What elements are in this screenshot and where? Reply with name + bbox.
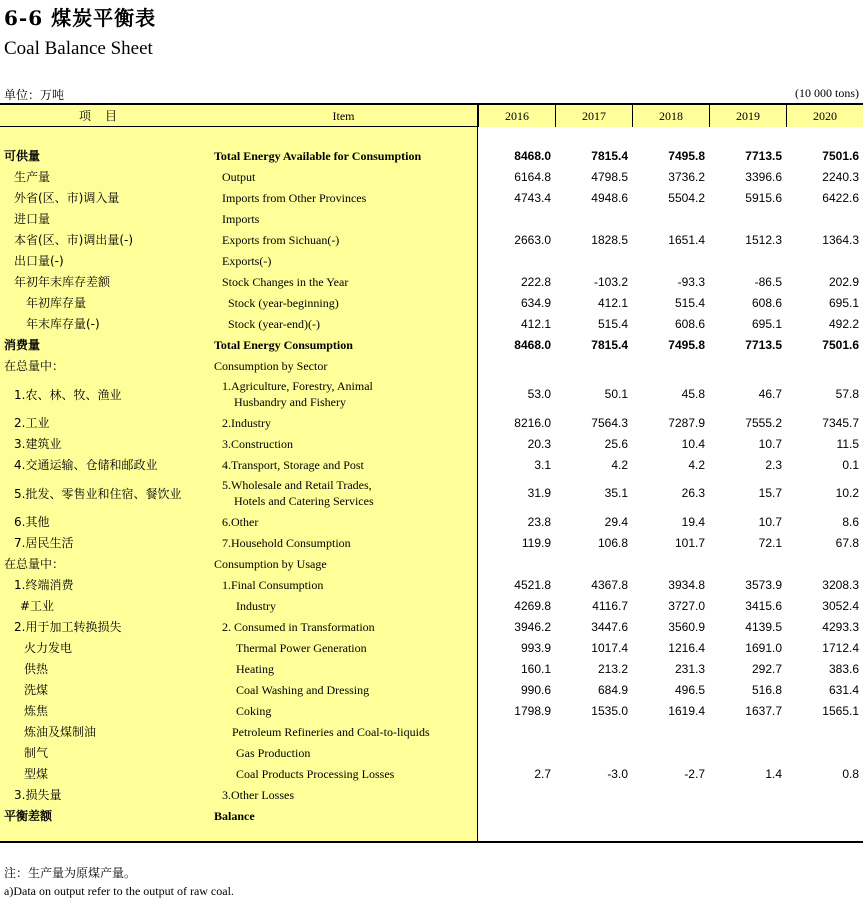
cell-2019: 7713.5 (745, 337, 782, 352)
table-row (0, 229, 863, 250)
row-label-cn: 洗煤 (24, 683, 49, 697)
cell-2019: 1637.7 (745, 703, 782, 718)
table-row (0, 412, 863, 433)
cell-2017: 4798.5 (591, 169, 628, 184)
cell-2017 (555, 250, 628, 271)
table-row (0, 292, 863, 313)
row-label-en: Petroleum Refineries and Coal-to-liquids (232, 724, 430, 739)
table-row (0, 355, 863, 376)
table-row (0, 334, 863, 355)
row-label-cn: 6.其他 (14, 515, 50, 529)
cell-2018: 101.7 (674, 535, 705, 550)
cell-2018: 7287.9 (668, 415, 705, 430)
cell-2020: 631.4 (828, 682, 859, 697)
cell-2016: 222.8 (520, 274, 551, 289)
table-row (0, 784, 863, 805)
row-label-en: Consumption by Sector (214, 358, 328, 373)
cell-2018 (632, 784, 705, 805)
table-row (0, 574, 863, 595)
cell-2020: 695.1 (828, 295, 859, 310)
cell-2017: 412.1 (597, 295, 628, 310)
row-label-en: Output (222, 169, 256, 184)
cell-2018 (632, 355, 705, 376)
cell-2018 (632, 721, 705, 742)
cell-2016: 8468.0 (514, 337, 551, 352)
row-label-cn: 7.居民生活 (14, 536, 74, 550)
cell-2018: 1216.4 (668, 640, 705, 655)
row-label-cn: 炼焦 (24, 704, 49, 718)
row-label-en: Gas Production (236, 745, 311, 760)
row-label-en: 3.Construction (222, 436, 293, 451)
unit-cn: 单位：万吨 (4, 88, 65, 102)
cell-2017: -3.0 (607, 766, 628, 781)
row-label-cn: 消费量 (4, 338, 41, 352)
cell-2018: 10.4 (681, 436, 705, 451)
cell-2020: 1712.4 (822, 640, 859, 655)
cell-2020: 8.6 (842, 514, 859, 529)
cell-2017 (555, 553, 628, 574)
table-row (0, 271, 863, 292)
row-label-en: Stock (year-end)(-) (228, 316, 321, 331)
cell-2018: 19.4 (681, 514, 705, 529)
header-year-2: 2018 (632, 105, 709, 127)
row-label-cn: 5.批发、零售业和住宿、餐饮业 (14, 486, 182, 501)
cell-2018: 7495.8 (668, 148, 705, 163)
cell-2017 (555, 355, 628, 376)
cell-2020: 3052.4 (822, 598, 859, 613)
cell-2016: 119.9 (521, 535, 551, 550)
cell-2016 (478, 553, 551, 574)
row-label-cn: 1.终端消费 (14, 578, 74, 592)
row-label-en: Balance (214, 808, 255, 823)
row-label-en-line1: 1.Agriculture, Forestry, Animal (222, 379, 373, 393)
row-label-en: 3.Other Losses (222, 787, 294, 802)
row-label-en: Exports from Sichuan(-) (222, 232, 340, 247)
cell-2016: 4521.8 (514, 577, 551, 592)
row-label-cn: 外省(区、市)调入量 (14, 191, 120, 205)
row-label-cn: 在总量中： (4, 359, 65, 373)
cell-2017: 213.2 (597, 661, 628, 676)
cell-2020: 7345.7 (822, 415, 859, 430)
table-row (0, 433, 863, 454)
cell-2020 (786, 355, 859, 376)
cell-2016: 8216.0 (514, 415, 551, 430)
cell-2019: 516.8 (751, 682, 782, 697)
cell-2019: 10.7 (758, 514, 782, 529)
cell-2016: 4743.4 (514, 190, 551, 205)
row-label-en (210, 475, 489, 511)
row-label-en-line1: 5.Wholesale and Retail Trades, (222, 478, 372, 492)
cell-2020 (786, 553, 859, 574)
note-en: a)Data on output refer to the output of raw coal. (4, 884, 234, 898)
cell-2017 (555, 208, 628, 229)
header-year-0: 2016 (478, 105, 555, 127)
row-label-en: Heating (236, 661, 274, 676)
row-label-en: 2.Industry (222, 415, 271, 430)
table-row (0, 532, 863, 553)
cell-2018 (632, 805, 705, 826)
row-label-en: Thermal Power Generation (236, 640, 367, 655)
row-label-cn: 供热 (24, 662, 49, 676)
cell-2018 (632, 250, 705, 271)
title-cn: 6-6 煤炭平衡表 (4, 6, 157, 30)
cell-2016 (478, 742, 551, 763)
table-row (0, 208, 863, 229)
cell-2017: 4948.6 (591, 190, 628, 205)
table-row (0, 145, 863, 166)
row-label-cn: 型煤 (24, 767, 49, 781)
cell-2017: 4367.8 (591, 577, 628, 592)
row-label-cn: 生产量 (14, 170, 51, 184)
cell-2018 (632, 742, 705, 763)
cell-2017: 4.2 (611, 457, 628, 472)
row-label-en: 6.Other (222, 514, 259, 529)
cell-2019: 3396.6 (745, 169, 782, 184)
cell-2019: 3573.9 (745, 577, 782, 592)
cell-2018: 608.6 (674, 316, 705, 331)
cell-2019: -86.5 (754, 274, 782, 289)
table-row (0, 658, 863, 679)
cell-2020 (786, 784, 859, 805)
row-label-en: 2. Consumed in Transformation (222, 619, 375, 634)
cell-2020: 6422.6 (822, 190, 859, 205)
cell-2019: 15.7 (758, 486, 782, 500)
row-label-en: Consumption by Usage (214, 556, 327, 571)
row-label-en: Stock (year-beginning) (228, 295, 339, 310)
cell-2020: 0.8 (842, 766, 859, 781)
cell-2018 (632, 208, 705, 229)
cell-2020: 202.9 (828, 274, 859, 289)
cell-2017 (555, 805, 628, 826)
cell-2019: 4139.5 (745, 619, 782, 634)
cell-2016: 23.8 (527, 514, 551, 529)
cell-2017: 1017.4 (591, 640, 628, 655)
cell-2018: 4.2 (688, 457, 705, 472)
row-label-en (210, 376, 489, 412)
cell-2016: 4269.8 (514, 598, 551, 613)
table-row (0, 679, 863, 700)
row-label-en-line2: Hotels and Catering Services (234, 494, 374, 508)
header-year-1: 2017 (555, 105, 632, 127)
cell-2016: 20.3 (527, 436, 551, 451)
row-label-en: Coking (236, 703, 272, 718)
cell-2017: 684.9 (597, 682, 628, 697)
cell-2019: 292.7 (751, 661, 782, 676)
cell-2019 (709, 355, 782, 376)
table-row (0, 250, 863, 271)
row-label-en: Coal Washing and Dressing (236, 682, 370, 697)
cell-2016 (478, 805, 551, 826)
cell-2017: 7815.4 (591, 148, 628, 163)
table-row (0, 454, 863, 475)
cell-2019: 608.6 (751, 295, 782, 310)
table-row (0, 553, 863, 574)
row-label-cn: 年初库存量 (26, 296, 87, 310)
table-row (0, 637, 863, 658)
cell-2016 (478, 250, 551, 271)
row-label-cn: 年初年末库存差额 (14, 275, 111, 289)
cell-2020: 492.2 (828, 316, 859, 331)
cell-2018: 515.4 (674, 295, 705, 310)
cell-2020: 1565.1 (822, 703, 859, 718)
cell-2017: 1535.0 (591, 703, 628, 718)
row-label-en: Imports from Other Provinces (222, 190, 367, 205)
cell-2019 (709, 208, 782, 229)
cell-2017: 106.8 (597, 535, 628, 550)
row-label-en: Total Energy Available for Consumption (214, 148, 422, 163)
cell-2016: 53.0 (527, 387, 551, 401)
cell-2019: 695.1 (751, 316, 782, 331)
row-label-en: Stock Changes in the Year (222, 274, 349, 289)
table-row (0, 595, 863, 616)
cell-2020: 3208.3 (822, 577, 859, 592)
header-year-4: 2020 (786, 105, 863, 127)
row-label-cn: 平衡差额 (4, 809, 53, 823)
cell-2020 (786, 805, 859, 826)
cell-2016: 3.1 (534, 457, 551, 472)
row-label-en: 4.Transport, Storage and Post (222, 457, 364, 472)
table-row (0, 763, 863, 784)
row-label-en: Total Energy Consumption (214, 337, 353, 352)
cell-2016 (478, 208, 551, 229)
cell-2018: 496.5 (674, 682, 705, 697)
cell-2017: 515.4 (597, 316, 628, 331)
cell-2017: 7815.4 (591, 337, 628, 352)
cell-2018: 45.8 (681, 387, 705, 401)
cell-2017: 50.1 (604, 387, 628, 401)
cell-2018: 5504.2 (668, 190, 705, 205)
cell-2016: 990.6 (520, 682, 551, 697)
cell-2019: 7555.2 (745, 415, 782, 430)
row-label-cn: 本省(区、市)调出量(-) (14, 233, 134, 247)
cell-2020: 1364.3 (822, 232, 859, 247)
row-label-en: Industry (236, 598, 276, 613)
row-label-cn: 2.工业 (14, 416, 50, 430)
row-label-en: Coal Products Processing Losses (236, 766, 395, 781)
cell-2019: 7713.5 (745, 148, 782, 163)
cell-2016: 1798.9 (514, 703, 551, 718)
cell-2017: 4116.7 (592, 598, 628, 613)
row-label-cn: 进口量 (14, 212, 51, 226)
cell-2018: 3934.8 (668, 577, 705, 592)
table-row (0, 616, 863, 637)
note-cn: 注：生产量为原煤产量。 (4, 866, 137, 880)
table-header (0, 105, 863, 127)
row-label-cn: 3.损失量 (14, 788, 62, 802)
cell-2020: 4293.3 (822, 619, 859, 634)
cell-2018: 7495.8 (668, 337, 705, 352)
unit-en: (10 000 tons) (795, 86, 859, 100)
cell-2017: 35.1 (604, 486, 628, 500)
cell-2017: 29.4 (604, 514, 628, 529)
cell-2020 (786, 721, 859, 742)
row-label-cn: 在总量中： (4, 557, 65, 571)
cell-2016 (478, 784, 551, 805)
cell-2019: 1.4 (765, 766, 782, 781)
row-label-cn: 2.用于加工转换损失 (14, 620, 122, 634)
cell-2018: 1619.4 (668, 703, 705, 718)
cell-2017 (555, 784, 628, 805)
cell-2020 (786, 208, 859, 229)
cell-2017 (555, 721, 628, 742)
title-en: Coal Balance Sheet (4, 38, 153, 59)
row-label-en: 1.Final Consumption (222, 577, 324, 592)
row-label-en-line2: Husbandry and Fishery (234, 395, 346, 409)
cell-2017: 3447.6 (591, 619, 628, 634)
cell-2020: 67.8 (835, 535, 859, 550)
row-label-en: 7.Household Consumption (222, 535, 351, 550)
cell-2016 (478, 721, 551, 742)
cell-2020: 10.2 (835, 486, 859, 500)
table-row (0, 376, 863, 412)
row-label-cn: 1.农、林、牧、渔业 (14, 387, 122, 402)
cell-2019 (709, 805, 782, 826)
cell-2019: 1691.0 (745, 640, 782, 655)
row-label-cn: 可供量 (4, 149, 41, 163)
cell-2018: 3560.9 (668, 619, 705, 634)
cell-2016: 31.9 (527, 486, 551, 500)
cell-2016: 8468.0 (514, 148, 551, 163)
cell-2020: 0.1 (842, 457, 859, 472)
cell-2018: 231.3 (674, 661, 705, 676)
cell-2016: 160.1 (520, 661, 551, 676)
cell-2016: 412.1 (520, 316, 551, 331)
cell-2020: 7501.6 (822, 337, 859, 352)
table-row (0, 742, 863, 763)
cell-2017: 1828.5 (591, 232, 628, 247)
row-label-cn: 3.建筑业 (14, 437, 62, 451)
cell-2016: 634.9 (520, 295, 551, 310)
cell-2017: -103.2 (593, 274, 628, 289)
row-label-cn: 制气 (24, 746, 49, 760)
cell-2020 (786, 742, 859, 763)
cell-2018: 26.3 (681, 486, 705, 500)
table-row (0, 313, 863, 334)
row-label-cn: 4.交通运输、仓储和邮政业 (14, 458, 158, 472)
cell-2019: 2.3 (765, 457, 782, 472)
row-label-en: Exports(-) (222, 253, 272, 268)
row-label-cn: 炼油及煤制油 (24, 725, 97, 739)
cell-2019 (709, 250, 782, 271)
table-row (0, 721, 863, 742)
cell-2020 (786, 250, 859, 271)
table-row (0, 187, 863, 208)
table-row (0, 475, 863, 511)
cell-2017: 25.6 (604, 436, 628, 451)
cell-2016: 3946.2 (514, 619, 551, 634)
balance-table (0, 103, 863, 843)
header-item-en: Item (332, 109, 355, 123)
table-row (0, 805, 863, 826)
cell-2016: 2.7 (534, 766, 551, 781)
table-row (0, 166, 863, 187)
cell-2019 (709, 721, 782, 742)
header-item-cn: 项目 (78, 109, 131, 123)
row-label-cn: 年末库存量(-) (26, 317, 100, 331)
cell-2018: 1651.4 (668, 232, 705, 247)
cell-2018: -2.7 (684, 766, 705, 781)
cell-2019: 1512.3 (745, 232, 782, 247)
cell-2018: 3736.2 (668, 169, 705, 184)
cell-2016 (478, 355, 551, 376)
cell-2016: 993.9 (520, 640, 551, 655)
cell-2018: -93.3 (677, 274, 705, 289)
cell-2019: 5915.6 (745, 190, 782, 205)
cell-2016: 6164.8 (514, 169, 551, 184)
row-label-cn: #工业 (20, 599, 55, 613)
header-year-3: 2019 (709, 105, 786, 127)
cell-2020: 7501.6 (822, 148, 859, 163)
table-row (0, 511, 863, 532)
cell-2020: 57.8 (835, 387, 859, 401)
row-label-cn: 出口量(-) (14, 254, 64, 268)
cell-2019 (709, 784, 782, 805)
cell-2017: 7564.3 (591, 415, 628, 430)
cell-2020: 383.6 (828, 661, 859, 676)
cell-2019 (709, 553, 782, 574)
cell-2018 (632, 553, 705, 574)
cell-2020: 11.5 (836, 436, 859, 451)
row-label-en: Imports (222, 211, 260, 226)
cell-2020: 2240.3 (822, 169, 859, 184)
cell-2019: 46.7 (758, 387, 782, 401)
cell-2019 (709, 742, 782, 763)
cell-2019: 72.1 (758, 535, 782, 550)
cell-2018: 3727.0 (668, 598, 705, 613)
cell-2016: 2663.0 (514, 232, 551, 247)
table-row (0, 700, 863, 721)
row-label-cn: 火力发电 (24, 641, 73, 655)
cell-2019: 10.7 (758, 436, 782, 451)
cell-2019: 3415.6 (745, 598, 782, 613)
cell-2017 (555, 742, 628, 763)
